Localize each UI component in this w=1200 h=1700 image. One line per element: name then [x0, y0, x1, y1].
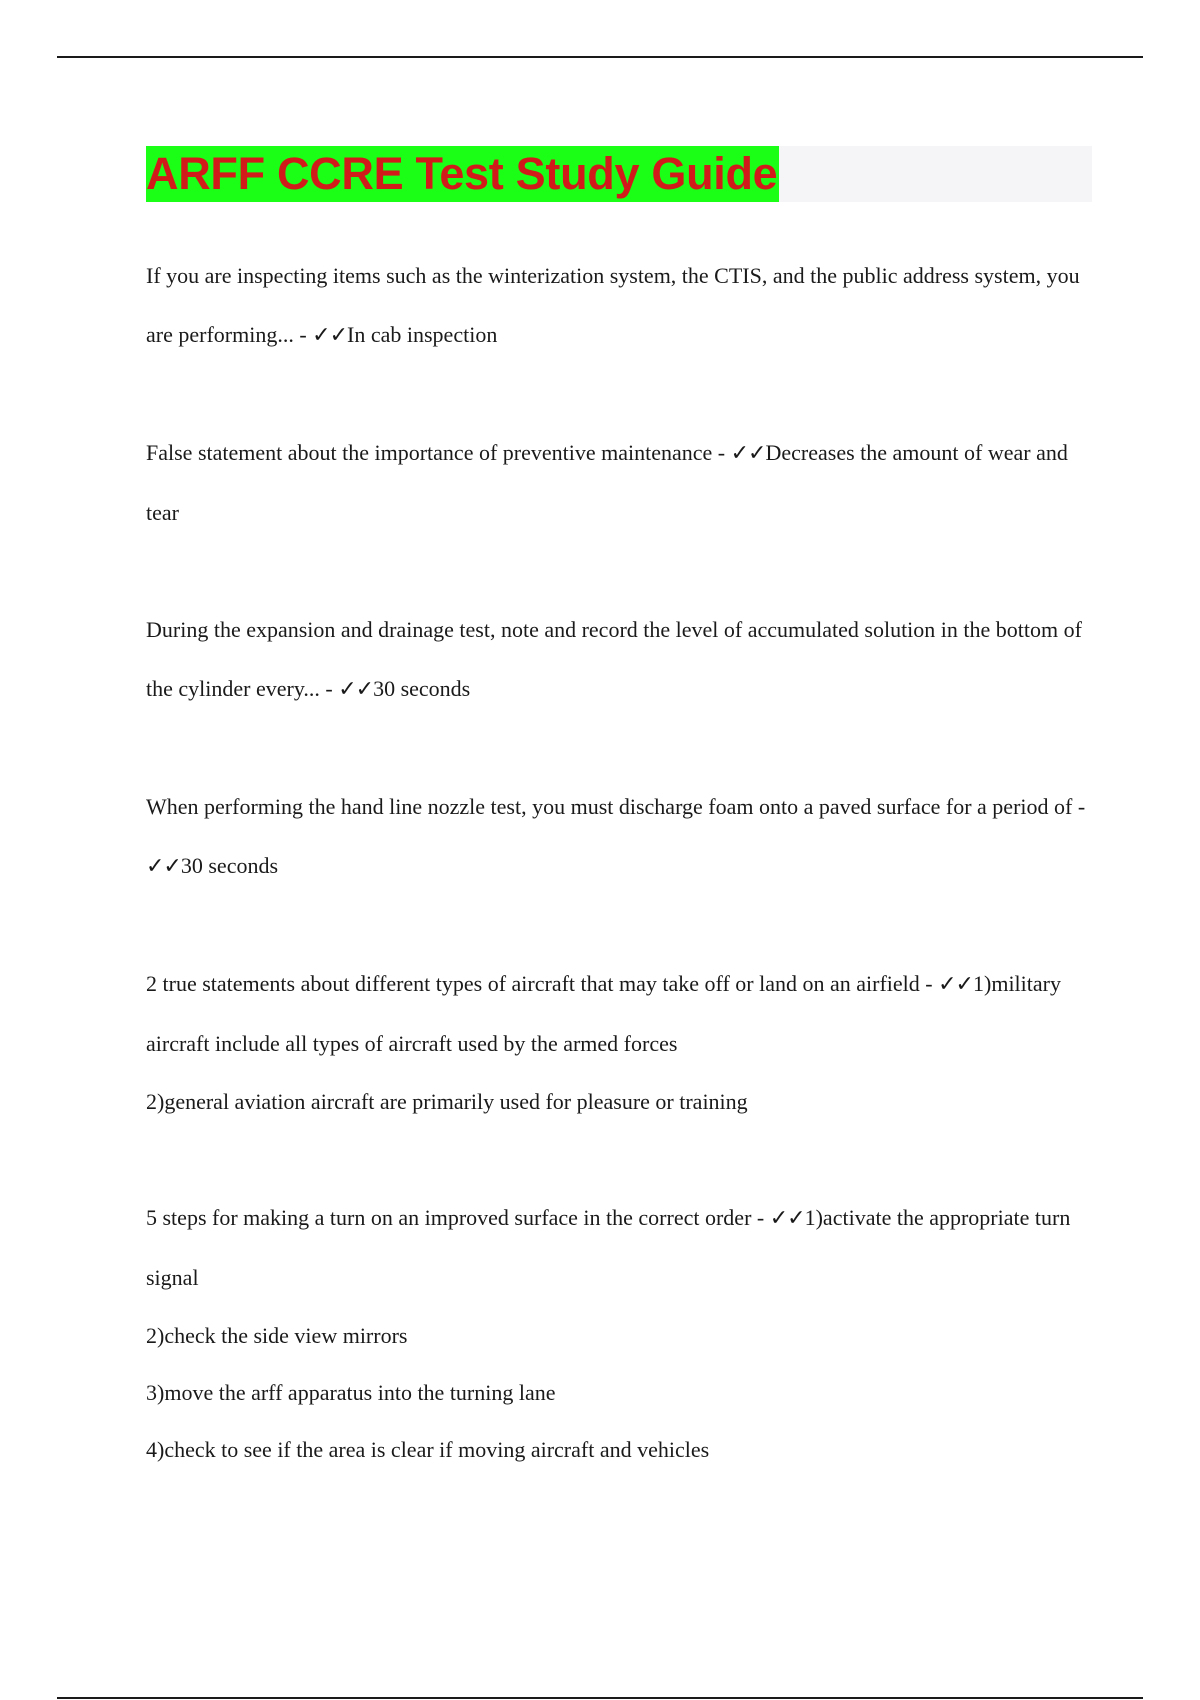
question-text: If you are inspecting items such as the winterization system, the CTIS, and the public address system, you are performing... - — [146, 263, 1080, 347]
question-text: When performing the hand line nozzle test, you must discharge foam onto a paved surface for a period of - — [146, 794, 1086, 819]
qa-item — [146, 246, 1091, 365]
qa-item — [146, 423, 1091, 542]
document-title: ARFF CCRE Test Study Guide — [146, 146, 779, 202]
answer-continuation: 2)general aviation aircraft are primarily used for pleasure or training — [146, 1089, 748, 1114]
check-icon: ✓✓ — [730, 441, 766, 466]
qa-item — [146, 954, 1091, 1130]
answer-continuation: 4)check to see if the area is clear if moving aircraft and vehicles — [146, 1437, 710, 1462]
bottom-rule — [57, 1697, 1143, 1699]
check-icon: ✓✓ — [146, 854, 181, 879]
answer-text: 1)activate the appropriate turn signal — [146, 1205, 1071, 1290]
check-icon: ✓✓ — [938, 972, 973, 997]
question-text: False statement about the importance of preventive maintenance - — [146, 440, 731, 465]
answer-text: 30 seconds — [373, 676, 471, 701]
question-text: 2 true statements about different types of aircraft that may take off or land on an airfield - — [146, 971, 939, 996]
question-text: 5 steps for making a turn on an improved surface in the correct order - — [146, 1205, 770, 1230]
top-rule — [57, 56, 1143, 58]
check-icon: ✓✓ — [769, 1206, 805, 1231]
qa-item — [146, 777, 1091, 896]
answer-continuation: 2)check the side view mirrors — [146, 1323, 408, 1348]
qa-item — [146, 600, 1091, 719]
answer-text: 1)military aircraft include all types of aircraft used by the armed forces — [146, 971, 1061, 1056]
check-icon: ✓✓ — [312, 323, 348, 348]
question-text: During the expansion and drainage test, note and record the level of accumulated solution in the bottom of the cylinder every... - — [146, 617, 1082, 701]
check-icon: ✓✓ — [338, 677, 374, 702]
study-guide-content — [146, 246, 1091, 1478]
answer-text: In cab inspection — [347, 322, 498, 347]
answer-text: Decreases the amount of wear and tear — [146, 440, 1068, 525]
qa-item — [146, 1188, 1091, 1478]
answer-text: 30 seconds — [180, 853, 279, 878]
answer-continuation: 3)move the arff apparatus into the turning lane — [146, 1380, 556, 1405]
